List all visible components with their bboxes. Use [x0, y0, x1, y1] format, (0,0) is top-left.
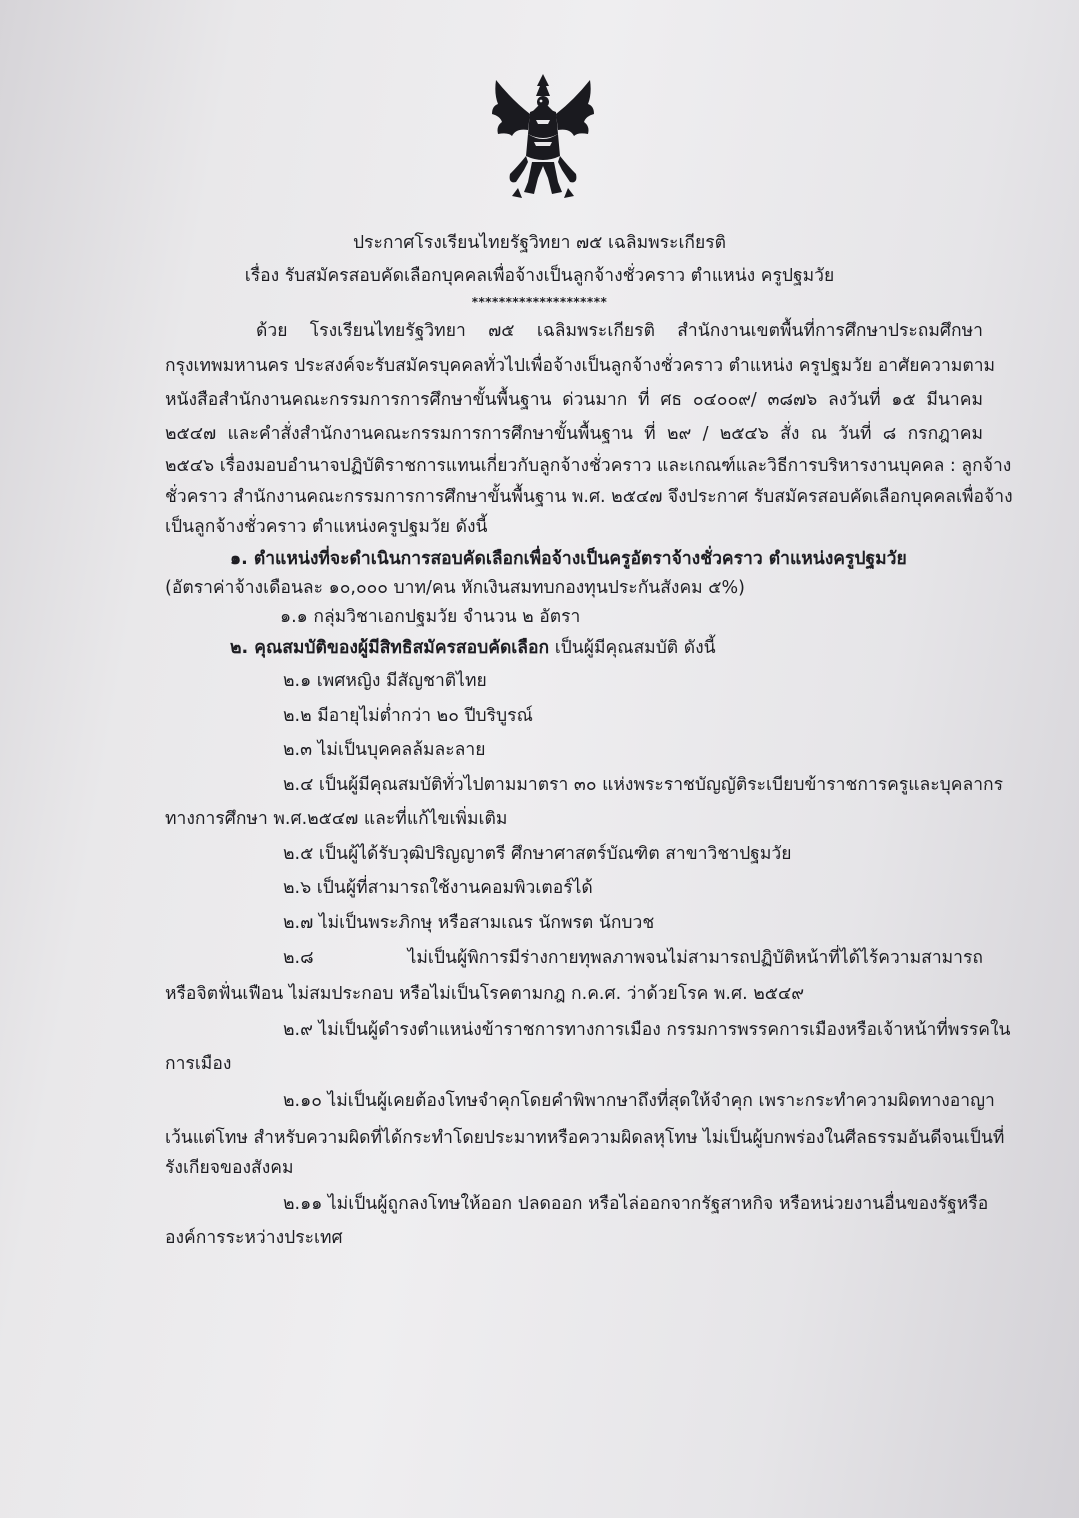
qualification-2-3: ๒.๓ ไม่เป็นบุคคลล้มละลาย	[283, 740, 486, 760]
intro-line-2: กรุงเทพมหานคร ประสงค์จะรับสมัครบุคคลทั่วไปเพื่อจ้างเป็นลูกจ้างชั่วคราว ตำแหน่ง ครูปฐมวัย อาศัยความตาม	[165, 356, 996, 376]
section2-heading-row	[230, 637, 716, 659]
qualification-2-8: ๒.๘ ไม่เป็นผู้พิการมีร่างกายทุพลภาพจนไม่สามารถปฏิบัติหน้าที่ได้ไร้ความสามารถ	[283, 948, 983, 968]
section2-heading: ๒. คุณสมบัติของผู้มีสิทธิสมัครสอบคัดเลือก	[230, 638, 550, 658]
qualification-2-6: ๒.๖ เป็นผู้ที่สามารถใช้งานคอมพิวเตอร์ได้	[283, 878, 593, 898]
section1-item-1: ๑.๑ กลุ่มวิชาเอกปฐมวัย จำนวน ๒ อัตรา	[280, 607, 581, 627]
qualification-2-5: ๒.๕ เป็นผู้ได้รับวุฒิปริญญาตรี ศึกษาศาสตร์บัณฑิต สาขาวิชาปฐมวัย	[283, 844, 792, 864]
title-divider: ********************	[471, 295, 608, 309]
announcement-title: ประกาศโรงเรียนไทยรัฐวิทยา ๗๕ เฉลิมพระเกียรติ	[352, 233, 727, 253]
qualification-2-7: ๒.๗ ไม่เป็นพระภิกษุ หรือสามเณร นักพรต นักบวช	[283, 913, 655, 933]
intro-line-1: ด้วย โรงเรียนไทยรัฐวิทยา ๗๕ เฉลิมพระเกียรติ สำนักงานเขตพื้นที่การศึกษาประถมศึกษา	[256, 321, 983, 341]
qualification-2-8-cont: หรือจิตฟั่นเฟือน ไม่สมประกอบ หรือไม่เป็นโรคตามกฎ ก.ค.ศ. ว่าด้วยโรค พ.ศ. ๒๕๔๙	[165, 984, 805, 1004]
qualification-2-9-cont: การเมือง	[165, 1054, 232, 1074]
garuda-emblem-icon	[488, 70, 598, 200]
qualification-2-2: ๒.๒ มีอายุไม่ต่ำกว่า ๒๐ ปีบริบูรณ์	[283, 706, 533, 726]
qualification-2-11-cont: องค์การระหว่างประเทศ	[165, 1228, 343, 1248]
intro-line-5: ๒๕๔๖ เรื่องมอบอำนาจปฏิบัติราชการแทนเกี่ยวกับลูกจ้างชั่วคราว และเกณฑ์และวิธีการบริหารงานบุคคล : ลูกจ้าง	[165, 456, 1012, 476]
section1-heading: ๑. ตำแหน่งที่จะดำเนินการสอบคัดเลือกเพื่อจ้างเป็นครูอัตราจ้างชั่วคราว ตำแหน่งครูปฐมวัย	[230, 549, 907, 569]
qualification-2-9: ๒.๙ ไม่เป็นผู้ดำรงตำแหน่งข้าราชการทางการเมือง กรรมการพรรคการเมืองหรือเจ้าหน้าที่พรรคใน	[283, 1020, 1011, 1040]
announcement-subject: เรื่อง รับสมัครสอบคัดเลือกบุคคลเพื่อจ้างเป็นลูกจ้างชั่วคราว ตำแหน่ง ครูปฐมวัย	[244, 266, 835, 286]
intro-line-3: หนังสือสำนักงานคณะกรรมการการศึกษาขั้นพื้นฐาน ด่วนมาก ที่ ศธ ๐๔๐๐๙/ ๓๘๗๖ ลงวันที่ ๑๕ มีนาคม	[165, 390, 983, 410]
section1-wage: (อัตราค่าจ้างเดือนละ ๑๐,๐๐๐ บาท/คน หักเงินสมทบกองทุนประกันสังคม ๕%)	[165, 578, 745, 598]
intro-line-6: ชั่วคราว สำนักงานคณะกรรมการการศึกษาขั้นพื้นฐาน พ.ศ. ๒๕๔๗ จึงประกาศ รับสมัครสอบคัดเลือกบุคคลเพื่อจ้าง	[165, 487, 1013, 507]
qualification-2-10: ๒.๑๐ ไม่เป็นผู้เคยต้องโทษจำคุกโดยคำพิพากษาถึงที่สุดให้จำคุก เพราะกระทำความผิดทางอาญา	[283, 1091, 995, 1111]
qualification-2-1: ๒.๑ เพศหญิง มีสัญชาติไทย	[283, 671, 487, 691]
intro-line-7: เป็นลูกจ้างชั่วคราว ตำแหน่งครูปฐมวัย ดังนี้	[165, 517, 488, 537]
qualification-2-4: ๒.๔ เป็นผู้มีคุณสมบัติทั่วไปตามมาตรา ๓๐ แห่งพระราชบัญญัติระเบียบข้าราชการครูและบุคลากร	[283, 775, 1004, 795]
qualification-2-4-cont: ทางการศึกษา พ.ศ.๒๕๔๗ และที่แก้ไขเพิ่มเติม	[165, 809, 508, 829]
qualification-2-10-cont-1: เว้นแต่โทษ สำหรับความผิดที่ได้กระทำโดยประมาทหรือความผิดลหุโทษ ไม่เป็นผู้บกพร่องในศีลธรรมอันดีจนเป็นที่	[165, 1128, 1005, 1148]
qualification-2-10-cont-2: รังเกียจของสังคม	[165, 1158, 294, 1178]
section2-heading-tail: เป็นผู้มีคุณสมบัติ ดังนี้	[549, 638, 716, 658]
qualification-2-11: ๒.๑๑ ไม่เป็นผู้ถูกลงโทษให้ออก ปลดออก หรือไล่ออกจากรัฐสาหกิจ หรือหน่วยงานอื่นของรัฐหรือ	[283, 1194, 989, 1214]
intro-line-4: ๒๕๔๗ และคำสั่งสำนักงานคณะกรรมการการศึกษาขั้นพื้นฐาน ที่ ๒๙ / ๒๕๔๖ สั่ง ณ วันที่ ๘ กรกฎาคม	[165, 424, 983, 444]
